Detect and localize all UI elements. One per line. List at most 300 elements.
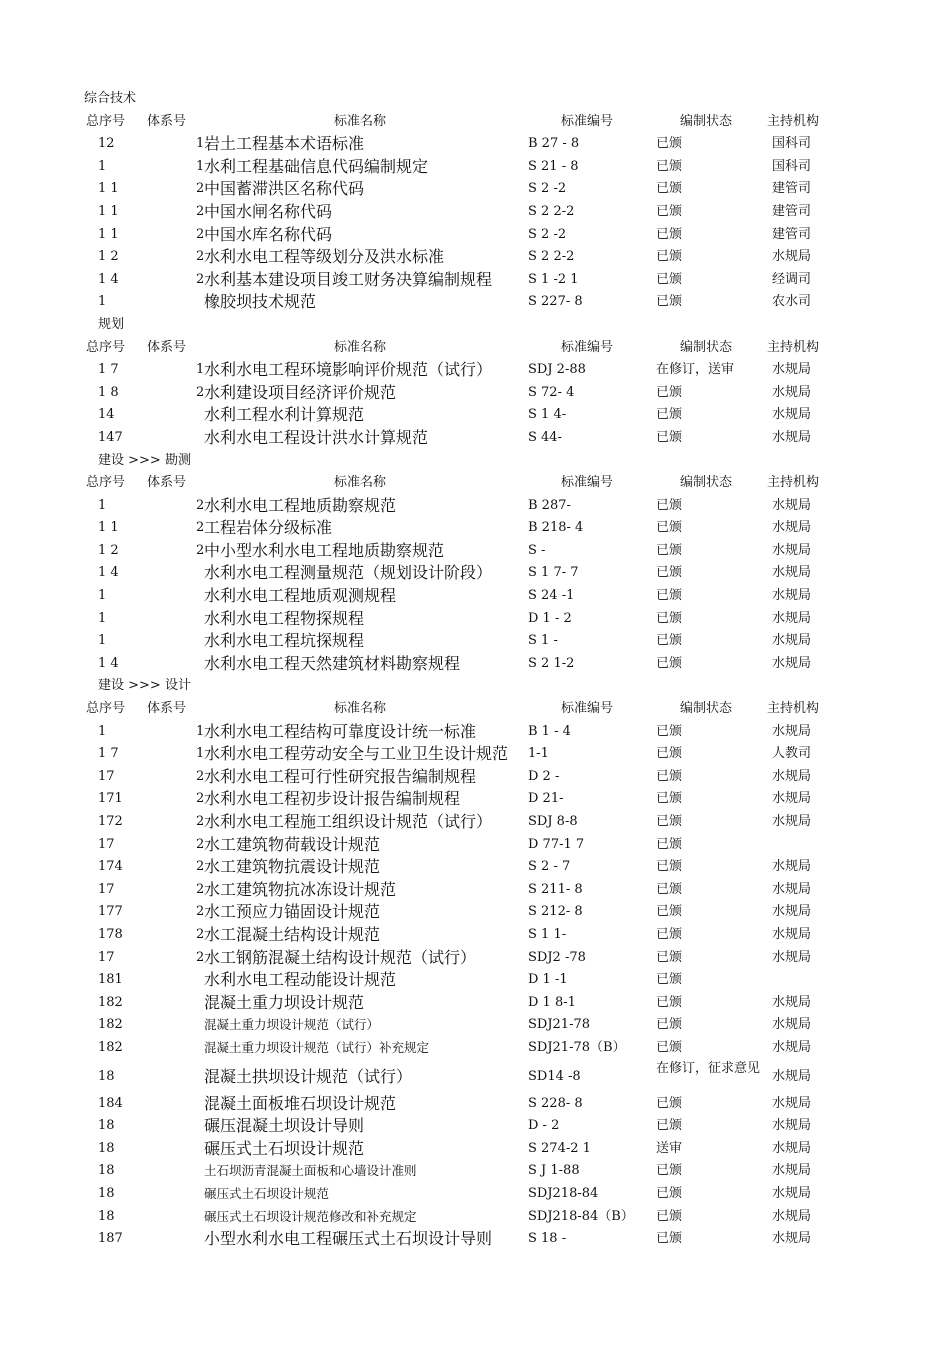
table-row xyxy=(0,1037,950,1060)
row-system-number: 1 xyxy=(196,362,205,378)
row-standard-code: SDJ21-78（B） xyxy=(528,1039,626,1055)
row-standard-code: D - 2 xyxy=(528,1118,560,1134)
row-serial-number: 1 1 xyxy=(98,181,119,197)
row-organization: 水规局 xyxy=(772,1163,812,1179)
table-row xyxy=(0,992,950,1015)
row-standard-code: S 2 2-2 xyxy=(528,203,575,219)
row-standard-name: 碾压式土石坝设计规范 xyxy=(204,1138,365,1158)
row-serial-number: 182 xyxy=(98,1017,123,1033)
row-serial-number: 17 xyxy=(98,949,115,965)
row-standard-code: S 212- 8 xyxy=(528,904,583,920)
table-row xyxy=(0,359,950,382)
row-standard-name: 水利水电工程测量规范（规划设计阶段） xyxy=(204,563,493,583)
table-row xyxy=(0,1060,950,1093)
table-row xyxy=(0,811,950,834)
header-name: 标准名称 xyxy=(334,701,387,717)
row-system-number: 2 xyxy=(196,181,205,197)
row-organization: 水规局 xyxy=(772,768,812,784)
row-serial-number: 1 xyxy=(98,588,107,604)
row-status: 已颁 xyxy=(656,203,683,219)
row-serial-number: 1 4 xyxy=(98,271,119,287)
row-serial-number: 1 1 xyxy=(98,226,119,242)
column-header-row xyxy=(0,698,950,721)
row-serial-number: 178 xyxy=(98,926,123,942)
row-organization: 建管司 xyxy=(772,226,812,242)
header-org: 主持机构 xyxy=(767,475,820,491)
header-code: 标准编号 xyxy=(561,475,614,491)
table-row xyxy=(0,1160,950,1183)
table-row xyxy=(0,721,950,744)
row-serial-number: 1 xyxy=(98,294,107,310)
table-row xyxy=(0,856,950,879)
section-title-text: 建设 >>> 设计 xyxy=(98,678,191,694)
row-status: 已颁 xyxy=(656,271,683,287)
row-standard-name: 中国水库名称代码 xyxy=(204,224,333,244)
row-organization: 水规局 xyxy=(772,542,812,558)
section-title-text: 综合技术 xyxy=(84,91,137,106)
row-standard-name: 混凝土重力坝设计规范 xyxy=(204,992,365,1012)
table-row xyxy=(0,1228,950,1251)
row-serial-number: 181 xyxy=(98,972,123,988)
row-serial-number: 12 xyxy=(98,136,115,152)
header-sys: 体系号 xyxy=(147,701,187,717)
table-row xyxy=(0,269,950,292)
row-standard-code: D 2 - xyxy=(528,768,560,784)
row-standard-name: 水工建筑物抗震设计规范 xyxy=(204,857,381,877)
row-serial-number: 18 xyxy=(98,1208,115,1224)
row-standard-name: 橡胶坝技术规范 xyxy=(204,292,317,312)
row-status: 已颁 xyxy=(656,1231,683,1247)
row-standard-name: 混凝土面板堆石坝设计规范 xyxy=(204,1093,397,1113)
row-serial-number: 1 xyxy=(98,158,107,174)
row-organization: 水规局 xyxy=(772,610,812,626)
header-status: 编制状态 xyxy=(680,475,733,491)
row-standard-code: D 1 - 2 xyxy=(528,610,572,626)
header-no: 总序号 xyxy=(86,339,126,355)
section-title xyxy=(0,88,950,111)
row-organization: 水规局 xyxy=(772,384,812,400)
row-standard-code: SDJ218-84（B） xyxy=(528,1208,634,1224)
row-serial-number: 17 xyxy=(98,768,115,784)
row-serial-number: 1 4 xyxy=(98,565,119,581)
table-row xyxy=(0,969,950,992)
row-standard-code: S 44- xyxy=(528,429,562,445)
row-serial-number: 1 7 xyxy=(98,362,119,378)
header-name: 标准名称 xyxy=(334,339,387,355)
table-row xyxy=(0,608,950,631)
row-standard-name: 碾压式土石坝设计规范修改和补充规定 xyxy=(204,1208,417,1224)
table-row xyxy=(0,178,950,201)
row-organization: 水规局 xyxy=(772,791,812,807)
row-standard-code: SD14 -8 xyxy=(528,1068,581,1084)
row-standard-code: S 18 - xyxy=(528,1231,567,1247)
table-row xyxy=(0,156,950,179)
row-serial-number: 187 xyxy=(98,1231,123,1247)
row-status: 已颁 xyxy=(656,1163,683,1179)
row-organization: 水规局 xyxy=(772,949,812,965)
column-header-row xyxy=(0,337,950,360)
row-system-number: 2 xyxy=(196,226,205,242)
section-title xyxy=(0,450,950,473)
row-standard-code: S J 1-88 xyxy=(528,1163,580,1179)
row-standard-name: 水工建筑物抗冰冻设计规范 xyxy=(204,879,397,899)
row-status: 在修订，征求意见 xyxy=(656,1060,761,1076)
row-status: 已颁 xyxy=(656,746,683,762)
table-row xyxy=(0,1138,950,1161)
row-status: 已颁 xyxy=(656,136,683,152)
row-standard-code: S 24 -1 xyxy=(528,588,575,604)
row-organization: 农水司 xyxy=(772,294,812,310)
header-code: 标准编号 xyxy=(561,113,614,129)
table-row xyxy=(0,947,950,970)
header-sys: 体系号 xyxy=(147,339,187,355)
table-row xyxy=(0,1014,950,1037)
table-row xyxy=(0,404,950,427)
header-sys: 体系号 xyxy=(147,113,187,129)
row-serial-number: 17 xyxy=(98,836,115,852)
table-row xyxy=(0,901,950,924)
row-serial-number: 14 xyxy=(98,407,115,423)
row-status: 已颁 xyxy=(656,1185,683,1201)
row-standard-name: 混凝土重力坝设计规范（试行）补充规定 xyxy=(204,1039,430,1055)
row-standard-name: 中国蓄滞洪区名称代码 xyxy=(204,179,365,199)
row-status: 在修订，送审 xyxy=(656,362,735,378)
row-serial-number: 1 4 xyxy=(98,655,119,671)
row-status: 已颁 xyxy=(656,881,683,897)
row-organization: 水规局 xyxy=(772,429,812,445)
row-serial-number: 177 xyxy=(98,904,123,920)
row-serial-number: 184 xyxy=(98,1095,123,1111)
row-organization: 水规局 xyxy=(772,362,812,378)
header-no: 总序号 xyxy=(86,113,126,129)
row-organization: 水规局 xyxy=(772,1017,812,1033)
header-sys: 体系号 xyxy=(147,475,187,491)
row-system-number: 2 xyxy=(196,881,205,897)
table-row xyxy=(0,562,950,585)
row-organization: 水规局 xyxy=(772,520,812,536)
row-system-number: 2 xyxy=(196,859,205,875)
standards-document xyxy=(0,88,950,1251)
row-standard-name: 混凝土重力坝设计规范（试行） xyxy=(204,1017,380,1033)
row-organization: 建管司 xyxy=(772,203,812,219)
row-organization: 水规局 xyxy=(772,926,812,942)
row-organization: 水规局 xyxy=(772,407,812,423)
row-organization: 国科司 xyxy=(772,158,812,174)
row-standard-name: 水利水电工程劳动安全与工业卫生设计规范 xyxy=(204,744,509,764)
row-status: 已颁 xyxy=(656,768,683,784)
row-status: 已颁 xyxy=(656,723,683,739)
row-organization: 水规局 xyxy=(772,994,812,1010)
row-standard-code: S 227- 8 xyxy=(528,294,583,310)
row-standard-code: B 287- xyxy=(528,497,571,513)
header-status: 编制状态 xyxy=(680,113,733,129)
table-row xyxy=(0,1206,950,1229)
row-system-number: 1 xyxy=(196,158,205,174)
row-system-number: 2 xyxy=(196,836,205,852)
table-row xyxy=(0,585,950,608)
row-serial-number: 18 xyxy=(98,1163,115,1179)
row-serial-number: 1 xyxy=(98,633,107,649)
row-standard-name: 水工混凝土结构设计规范 xyxy=(204,924,381,944)
row-serial-number: 1 2 xyxy=(98,249,119,265)
header-name: 标准名称 xyxy=(334,475,387,491)
section-title-text: 规划 xyxy=(98,316,125,332)
row-standard-code: S 21 - 8 xyxy=(528,158,579,174)
row-organization: 水规局 xyxy=(772,249,812,265)
row-organization: 人教司 xyxy=(772,746,812,762)
row-standard-code: SDJ21-78 xyxy=(528,1017,591,1033)
row-organization: 水规局 xyxy=(772,814,812,829)
row-organization: 水规局 xyxy=(772,1068,812,1084)
row-serial-number: 18 xyxy=(98,1185,115,1201)
table-row xyxy=(0,1115,950,1138)
row-standard-name: 水利建设项目经济评价规范 xyxy=(204,382,397,402)
row-standard-name: 水利水电工程可行性研究报告编制规程 xyxy=(204,766,477,786)
table-row xyxy=(0,495,950,518)
row-standard-name: 水工建筑物荷载设计规范 xyxy=(204,834,381,854)
table-row xyxy=(0,133,950,156)
header-code: 标准编号 xyxy=(561,339,614,355)
row-status: 已颁 xyxy=(656,158,683,174)
row-status: 已颁 xyxy=(656,972,683,988)
row-standard-code: S 1 -2 1 xyxy=(528,271,579,287)
row-standard-code: S 2 2-2 xyxy=(528,249,575,265)
row-system-number: 2 xyxy=(196,520,205,536)
row-serial-number: 17 xyxy=(98,881,115,897)
row-organization: 水规局 xyxy=(772,1039,812,1055)
row-organization: 水规局 xyxy=(772,1140,812,1156)
row-status: 已颁 xyxy=(656,588,683,604)
row-serial-number: 1 xyxy=(98,610,107,626)
row-organization: 水规局 xyxy=(772,1118,812,1134)
row-status: 已颁 xyxy=(656,384,683,400)
row-organization: 水规局 xyxy=(772,723,812,739)
table-row xyxy=(0,291,950,314)
table-row xyxy=(0,924,950,947)
row-system-number: 2 xyxy=(196,791,205,807)
header-status: 编制状态 xyxy=(680,339,733,355)
row-status: 已颁 xyxy=(656,926,683,942)
row-standard-code: D 1 -1 xyxy=(528,972,568,988)
row-standard-code: S 2 -2 xyxy=(528,226,567,242)
row-status: 已颁 xyxy=(656,655,683,671)
header-name: 标准名称 xyxy=(334,113,387,129)
row-standard-code: S 274-2 1 xyxy=(528,1140,591,1156)
table-row xyxy=(0,224,950,247)
row-serial-number: 182 xyxy=(98,1039,123,1055)
row-status: 已颁 xyxy=(656,949,683,965)
row-serial-number: 182 xyxy=(98,994,123,1010)
row-organization: 水规局 xyxy=(772,655,812,671)
row-standard-code: D 77-1 7 xyxy=(528,836,585,852)
row-organization: 建管司 xyxy=(772,181,812,197)
row-organization: 经调司 xyxy=(772,271,812,287)
row-standard-code: S 1 7- 7 xyxy=(528,565,579,581)
row-status: 已颁 xyxy=(656,226,683,242)
table-row xyxy=(0,427,950,450)
row-serial-number: 1 xyxy=(98,497,107,513)
row-standard-name: 水利水电工程施工组织设计规范（试行） xyxy=(204,812,493,831)
row-system-number: 2 xyxy=(196,904,205,920)
row-organization: 水规局 xyxy=(772,1208,812,1224)
table-row xyxy=(0,246,950,269)
row-system-number: 2 xyxy=(196,271,205,287)
row-standard-name: 水利工程基础信息代码编制规定 xyxy=(204,156,429,176)
row-system-number: 1 xyxy=(196,723,205,739)
row-standard-code: S 2 1-2 xyxy=(528,655,575,671)
row-standard-code: SDJ218-84 xyxy=(528,1185,599,1201)
row-status: 已颁 xyxy=(656,565,683,581)
row-standard-code: S 1 4- xyxy=(528,407,567,423)
row-status: 已颁 xyxy=(656,1039,683,1055)
row-system-number: 2 xyxy=(196,497,205,513)
row-standard-code: B 1 - 4 xyxy=(528,723,571,739)
table-row xyxy=(0,540,950,563)
row-status: 已颁 xyxy=(656,542,683,558)
row-organization: 水规局 xyxy=(772,1231,812,1247)
row-status: 已颁 xyxy=(656,1095,683,1111)
section-title xyxy=(0,314,950,337)
row-standard-name: 水利水电工程结构可靠度设计统一标准 xyxy=(204,721,477,741)
table-row xyxy=(0,1093,950,1116)
row-system-number: 1 xyxy=(196,136,205,152)
row-standard-code: S 72- 4 xyxy=(528,384,575,400)
row-serial-number: 1 7 xyxy=(98,746,119,762)
row-status: 已颁 xyxy=(656,814,683,829)
header-no: 总序号 xyxy=(86,475,126,491)
row-organization: 水规局 xyxy=(772,565,812,581)
row-standard-code: S - xyxy=(528,542,546,558)
column-header-row xyxy=(0,111,950,134)
row-organization: 水规局 xyxy=(772,859,812,875)
row-standard-name: 水利水电工程天然建筑材料勘察规程 xyxy=(204,653,461,673)
row-organization: 水规局 xyxy=(772,633,812,649)
row-status: 已颁 xyxy=(656,407,683,423)
row-status: 已颁 xyxy=(656,520,683,536)
row-standard-name: 中国水闸名称代码 xyxy=(204,201,333,221)
row-standard-name: 工程岩体分级标准 xyxy=(204,518,333,538)
row-standard-name: 小型水利水电工程碾压式土石坝设计导则 xyxy=(204,1229,493,1249)
row-standard-code: D 1 8-1 xyxy=(528,994,576,1010)
row-standard-code: SDJ 2-88 xyxy=(528,362,586,378)
row-status: 已颁 xyxy=(656,249,683,265)
row-serial-number: 18 xyxy=(98,1118,115,1134)
row-standard-name: 混凝土拱坝设计规范（试行） xyxy=(204,1066,413,1086)
row-status: 已颁 xyxy=(656,1017,683,1033)
row-standard-name: 水利基本建设项目竣工财务决算编制规程 xyxy=(204,269,493,289)
row-standard-name: 水利水电工程初步设计报告编制规程 xyxy=(204,789,461,809)
row-standard-name: 水工预应力锚固设计规范 xyxy=(204,902,381,922)
row-system-number: 2 xyxy=(196,203,205,219)
row-standard-name: 土石坝沥青混凝土面板和心墙设计准则 xyxy=(204,1163,417,1179)
row-standard-code: S 2 - 7 xyxy=(528,859,571,875)
table-row xyxy=(0,382,950,405)
row-status: 已颁 xyxy=(656,836,683,852)
table-row xyxy=(0,879,950,902)
row-system-number: 2 xyxy=(196,249,205,265)
row-status: 已颁 xyxy=(656,610,683,626)
header-no: 总序号 xyxy=(86,701,126,717)
row-serial-number: 171 xyxy=(98,791,123,807)
row-status: 已颁 xyxy=(656,904,683,920)
row-system-number: 2 xyxy=(196,542,205,558)
row-standard-code: SDJ2 -78 xyxy=(528,949,586,965)
row-standard-code: D 21- xyxy=(528,791,564,807)
row-system-number: 1 xyxy=(196,746,205,762)
row-standard-name: 中小型水利水电工程地质勘察规范 xyxy=(204,540,445,560)
section-title-text: 建设 >>> 勘测 xyxy=(98,452,191,468)
row-serial-number: 172 xyxy=(98,814,123,829)
table-row xyxy=(0,630,950,653)
row-serial-number: 18 xyxy=(98,1140,115,1156)
row-organization: 水规局 xyxy=(772,497,812,513)
table-row xyxy=(0,743,950,766)
table-row xyxy=(0,834,950,857)
row-serial-number: 1 1 xyxy=(98,520,119,536)
row-standard-code: SDJ 8-8 xyxy=(528,814,578,829)
row-standard-name: 碾压式土石坝设计规范 xyxy=(204,1185,330,1201)
row-status: 已颁 xyxy=(656,633,683,649)
row-status: 已颁 xyxy=(656,181,683,197)
row-status: 已颁 xyxy=(656,1118,683,1134)
row-serial-number: 147 xyxy=(98,429,123,445)
header-org: 主持机构 xyxy=(767,113,820,129)
row-standard-code: S 211- 8 xyxy=(528,881,583,897)
table-row xyxy=(0,517,950,540)
table-row xyxy=(0,766,950,789)
table-row xyxy=(0,1183,950,1206)
header-org: 主持机构 xyxy=(767,701,820,717)
row-serial-number: 1 xyxy=(98,723,107,739)
row-system-number: 2 xyxy=(196,926,205,942)
row-status: 已颁 xyxy=(656,1208,683,1224)
row-status: 已颁 xyxy=(656,294,683,310)
row-system-number: 2 xyxy=(196,768,205,784)
row-status: 已颁 xyxy=(656,497,683,513)
row-standard-name: 岩土工程基本术语标准 xyxy=(204,134,365,154)
row-status: 已颁 xyxy=(656,429,683,445)
header-status: 编制状态 xyxy=(680,701,733,717)
row-standard-code: B 27 - 8 xyxy=(528,136,580,152)
row-serial-number: 18 xyxy=(98,1068,115,1084)
row-standard-name: 水利水电工程设计洪水计算规范 xyxy=(204,427,429,447)
row-status: 送审 xyxy=(656,1140,683,1156)
row-standard-code: S 1 1- xyxy=(528,926,567,942)
row-system-number: 2 xyxy=(196,814,205,829)
row-organization: 水规局 xyxy=(772,881,812,897)
row-standard-code: S 228- 8 xyxy=(528,1095,583,1111)
row-standard-name: 碾压混凝土坝设计导则 xyxy=(204,1116,365,1136)
row-standard-code: B 218- 4 xyxy=(528,520,584,536)
row-standard-name: 水利水电工程环境影响评价规范（试行） xyxy=(204,360,493,380)
row-organization: 水规局 xyxy=(772,904,812,920)
row-standard-name: 水利水电工程地质勘察规范 xyxy=(204,495,397,515)
table-row xyxy=(0,201,950,224)
row-standard-name: 水利水电工程物探规程 xyxy=(204,608,365,628)
row-organization: 水规局 xyxy=(772,588,812,604)
table-row xyxy=(0,653,950,676)
row-standard-code: S 2 -2 xyxy=(528,181,567,197)
row-serial-number: 1 2 xyxy=(98,542,119,558)
column-header-row xyxy=(0,472,950,495)
row-serial-number: 1 1 xyxy=(98,203,119,219)
row-system-number: 2 xyxy=(196,949,205,965)
row-standard-name: 水利水电工程坑探规程 xyxy=(204,631,365,651)
row-organization: 水规局 xyxy=(772,1185,812,1201)
table-row xyxy=(0,788,950,811)
row-standard-name: 水利水电工程动能设计规范 xyxy=(204,970,397,990)
header-code: 标准编号 xyxy=(561,701,614,717)
